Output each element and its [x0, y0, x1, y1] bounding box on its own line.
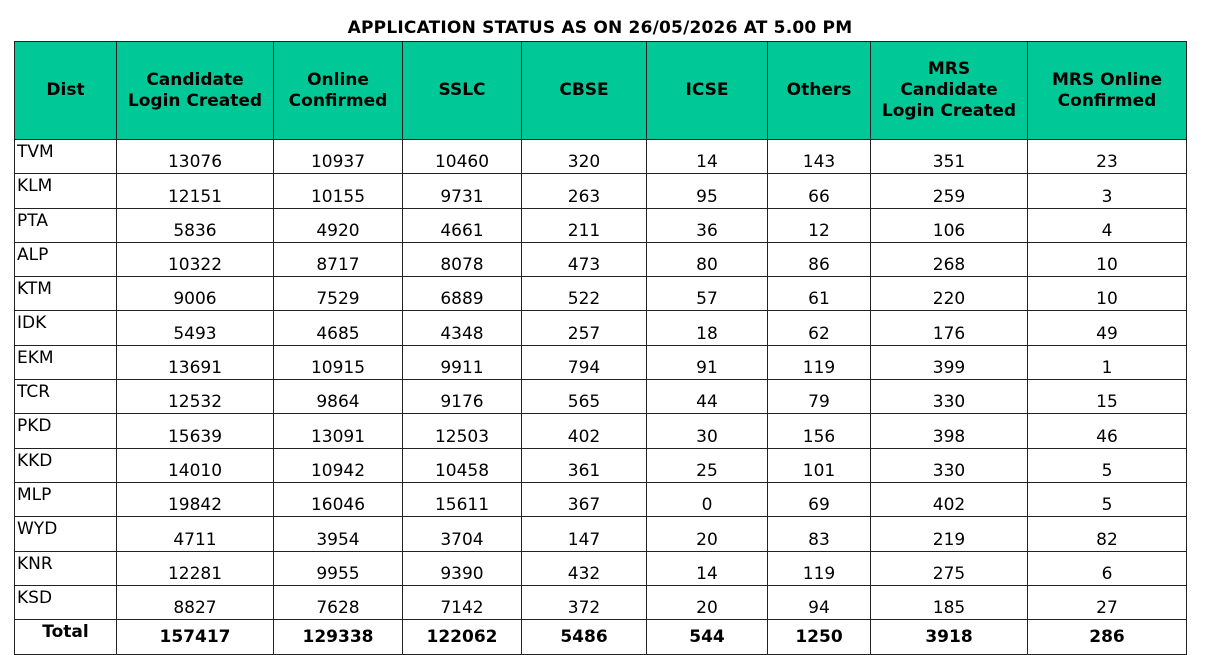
header-mrs-online-confirmed [1028, 42, 1187, 140]
header-line: MRS Online [1051, 69, 1162, 90]
value-cell: 5 [1028, 448, 1187, 482]
value-cell: 13091 [274, 414, 403, 448]
header-line: Login Created [127, 90, 263, 111]
total-value-cell: 129338 [274, 620, 403, 655]
value-cell: 275 [871, 551, 1028, 585]
value-cell: 257 [522, 311, 647, 345]
table-row [15, 414, 1187, 448]
header-dist [15, 42, 117, 140]
value-cell: 10322 [117, 242, 274, 276]
value-cell: 66 [768, 174, 871, 208]
table-row [15, 140, 1187, 174]
value-cell: 57 [647, 277, 768, 311]
header-line: Online [307, 69, 369, 90]
value-cell: 10460 [403, 140, 522, 174]
value-cell: 4661 [403, 208, 522, 242]
value-cell: 220 [871, 277, 1028, 311]
value-cell: 7628 [274, 585, 403, 619]
value-cell: 219 [871, 517, 1028, 551]
value-cell: 25 [647, 448, 768, 482]
table-row [15, 242, 1187, 276]
table-row [15, 551, 1187, 585]
total-value-cell: 122062 [403, 620, 522, 655]
value-cell: 62 [768, 311, 871, 345]
value-cell: 10915 [274, 345, 403, 379]
value-cell: 8827 [117, 585, 274, 619]
value-cell: 185 [871, 585, 1028, 619]
value-cell: 4348 [403, 311, 522, 345]
total-value-cell: 544 [647, 620, 768, 655]
value-cell: 398 [871, 414, 1028, 448]
value-cell: 12532 [117, 380, 274, 414]
value-cell: 176 [871, 311, 1028, 345]
value-cell: 9390 [403, 551, 522, 585]
value-cell: 4 [1028, 208, 1187, 242]
value-cell: 80 [647, 242, 768, 276]
district-cell: IDK [15, 311, 117, 345]
district-cell: EKM [15, 345, 117, 379]
value-cell: 5836 [117, 208, 274, 242]
header-candidate-login-created [117, 42, 274, 140]
value-cell: 46 [1028, 414, 1187, 448]
value-cell: 5493 [117, 311, 274, 345]
district-cell: PKD [15, 414, 117, 448]
district-cell: MLP [15, 482, 117, 516]
value-cell: 7142 [403, 585, 522, 619]
value-cell: 367 [522, 482, 647, 516]
value-cell: 15639 [117, 414, 274, 448]
value-cell: 268 [871, 242, 1028, 276]
header-row [15, 42, 1187, 140]
header-line: MRS [927, 59, 971, 79]
value-cell: 79 [768, 380, 871, 414]
value-cell: 91 [647, 345, 768, 379]
value-cell: 6889 [403, 277, 522, 311]
value-cell: 4711 [117, 517, 274, 551]
district-cell: KSD [15, 585, 117, 619]
total-value-cell: 3918 [871, 620, 1028, 655]
value-cell: 211 [522, 208, 647, 242]
value-cell: 95 [647, 174, 768, 208]
value-cell: 10 [1028, 277, 1187, 311]
table-row [15, 311, 1187, 345]
header-line: ICSE [685, 80, 729, 100]
value-cell: 351 [871, 140, 1028, 174]
value-cell: 15 [1028, 380, 1187, 414]
value-cell: 9176 [403, 380, 522, 414]
table-row [15, 380, 1187, 414]
total-value-cell: 157417 [117, 620, 274, 655]
value-cell: 402 [871, 482, 1028, 516]
value-cell: 1 [1028, 345, 1187, 379]
value-cell: 10155 [274, 174, 403, 208]
table-row [15, 482, 1187, 516]
table-row [15, 277, 1187, 311]
value-cell: 565 [522, 380, 647, 414]
value-cell: 330 [871, 448, 1028, 482]
value-cell: 23 [1028, 140, 1187, 174]
value-cell: 61 [768, 277, 871, 311]
value-cell: 12281 [117, 551, 274, 585]
district-cell: ALP [15, 242, 117, 276]
header-line: Others [786, 80, 852, 100]
value-cell: 522 [522, 277, 647, 311]
value-cell: 20 [647, 517, 768, 551]
header-icse [647, 42, 768, 140]
value-cell: 27 [1028, 585, 1187, 619]
value-cell: 9911 [403, 345, 522, 379]
table-row [15, 448, 1187, 482]
value-cell: 10942 [274, 448, 403, 482]
header-line: Login Created [881, 101, 1017, 121]
header-line: Candidate [146, 69, 244, 90]
header-line: CBSE [559, 80, 609, 100]
value-cell: 36 [647, 208, 768, 242]
table-row [15, 585, 1187, 619]
value-cell: 119 [768, 345, 871, 379]
value-cell: 16046 [274, 482, 403, 516]
value-cell: 361 [522, 448, 647, 482]
table-body [15, 140, 1187, 655]
value-cell: 13076 [117, 140, 274, 174]
total-row [15, 620, 1187, 655]
value-cell: 3704 [403, 517, 522, 551]
value-cell: 6 [1028, 551, 1187, 585]
header-online-confirmed [274, 42, 403, 140]
value-cell: 94 [768, 585, 871, 619]
page-title: APPLICATION STATUS AS ON 26/05/2026 AT 5.00 PM [347, 18, 853, 38]
value-cell: 259 [871, 174, 1028, 208]
header-others [768, 42, 871, 140]
district-cell: KLM [15, 174, 117, 208]
value-cell: 119 [768, 551, 871, 585]
value-cell: 7529 [274, 277, 403, 311]
value-cell: 19842 [117, 482, 274, 516]
value-cell: 794 [522, 345, 647, 379]
value-cell: 10458 [403, 448, 522, 482]
value-cell: 9731 [403, 174, 522, 208]
value-cell: 4685 [274, 311, 403, 345]
value-cell: 8078 [403, 242, 522, 276]
total-value-cell: 1250 [768, 620, 871, 655]
value-cell: 18 [647, 311, 768, 345]
value-cell: 9006 [117, 277, 274, 311]
value-cell: 83 [768, 517, 871, 551]
header-line: Candidate [900, 80, 998, 100]
value-cell: 8717 [274, 242, 403, 276]
total-label: Total [15, 620, 117, 655]
header-line: SSLC [438, 80, 486, 100]
header-line: Confirmed [1057, 90, 1157, 111]
value-cell: 10937 [274, 140, 403, 174]
value-cell: 30 [647, 414, 768, 448]
value-cell: 263 [522, 174, 647, 208]
value-cell: 106 [871, 208, 1028, 242]
value-cell: 156 [768, 414, 871, 448]
district-cell: TCR [15, 380, 117, 414]
table-row [15, 174, 1187, 208]
header-mrs-candidate-login-created [871, 42, 1028, 140]
value-cell: 12503 [403, 414, 522, 448]
value-cell: 372 [522, 585, 647, 619]
district-cell: WYD [15, 517, 117, 551]
value-cell: 4920 [274, 208, 403, 242]
table-row [15, 208, 1187, 242]
header-line: Confirmed [288, 90, 388, 111]
value-cell: 82 [1028, 517, 1187, 551]
value-cell: 12 [768, 208, 871, 242]
application-status-table [14, 41, 1187, 655]
value-cell: 9864 [274, 380, 403, 414]
total-value-cell: 5486 [522, 620, 647, 655]
value-cell: 49 [1028, 311, 1187, 345]
value-cell: 3 [1028, 174, 1187, 208]
value-cell: 399 [871, 345, 1028, 379]
total-value-cell: 286 [1028, 620, 1187, 655]
value-cell: 320 [522, 140, 647, 174]
header-cbse [522, 42, 647, 140]
district-cell: PTA [15, 208, 117, 242]
value-cell: 3954 [274, 517, 403, 551]
district-cell: KNR [15, 551, 117, 585]
value-cell: 5 [1028, 482, 1187, 516]
value-cell: 14 [647, 551, 768, 585]
value-cell: 13691 [117, 345, 274, 379]
value-cell: 101 [768, 448, 871, 482]
value-cell: 69 [768, 482, 871, 516]
value-cell: 14010 [117, 448, 274, 482]
value-cell: 402 [522, 414, 647, 448]
value-cell: 0 [647, 482, 768, 516]
district-cell: KTM [15, 277, 117, 311]
value-cell: 44 [647, 380, 768, 414]
value-cell: 86 [768, 242, 871, 276]
value-cell: 147 [522, 517, 647, 551]
district-cell: KKD [15, 448, 117, 482]
value-cell: 14 [647, 140, 768, 174]
value-cell: 143 [768, 140, 871, 174]
value-cell: 20 [647, 585, 768, 619]
value-cell: 9955 [274, 551, 403, 585]
district-cell: TVM [15, 140, 117, 174]
table-row [15, 345, 1187, 379]
value-cell: 15611 [403, 482, 522, 516]
header-sslc [403, 42, 522, 140]
value-cell: 330 [871, 380, 1028, 414]
value-cell: 12151 [117, 174, 274, 208]
table-row [15, 517, 1187, 551]
value-cell: 473 [522, 242, 647, 276]
value-cell: 10 [1028, 242, 1187, 276]
header-line: Dist [46, 80, 85, 100]
value-cell: 432 [522, 551, 647, 585]
